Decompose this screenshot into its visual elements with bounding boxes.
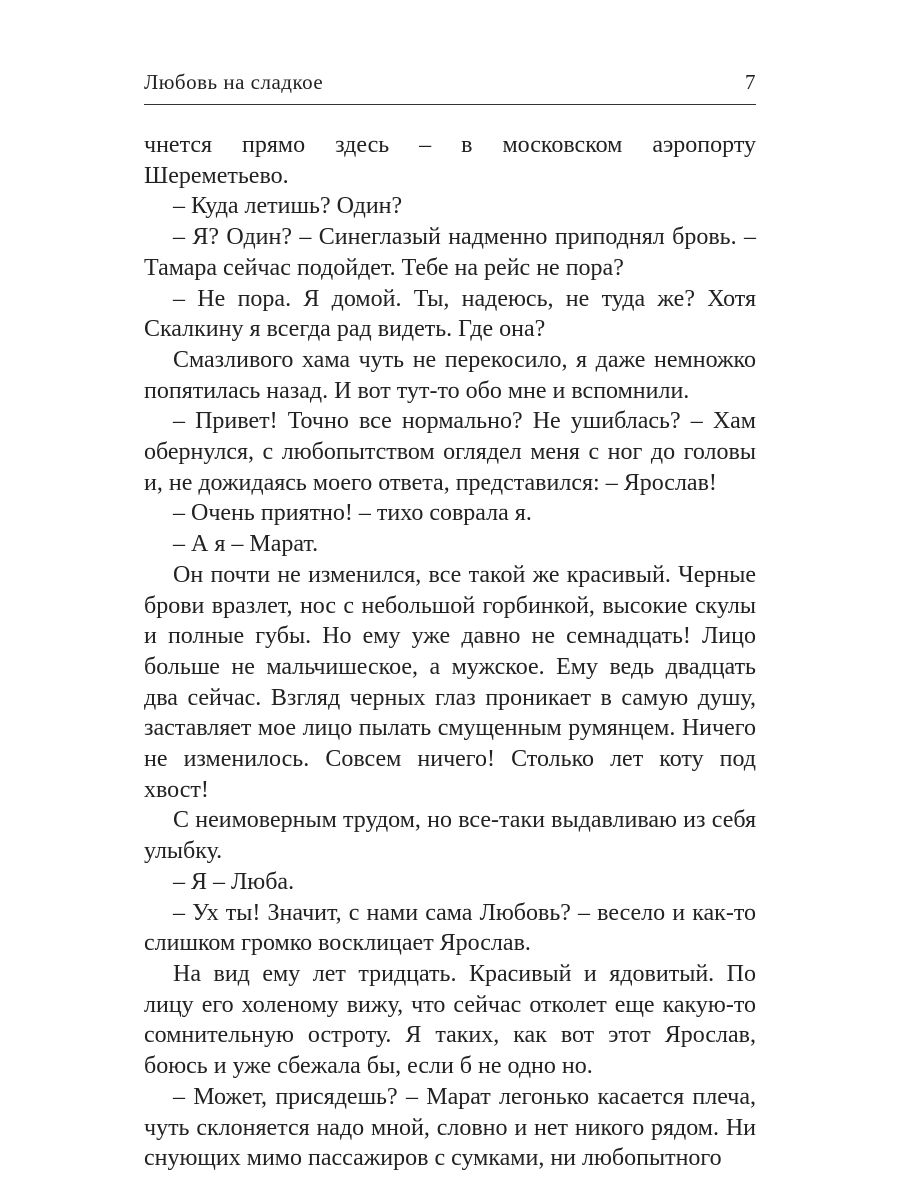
- paragraph: – Я – Люба.: [173, 868, 295, 895]
- paragraph: – Очень приятно! – тихо соврала я.: [173, 500, 532, 527]
- body-text: [144, 130, 756, 1174]
- paragraph: С неимоверным трудом, но все-таки выдавливаю из себя улыбку.: [144, 807, 756, 865]
- paragraph: – Куда летишь? Один?: [173, 193, 403, 220]
- running-head: [144, 66, 756, 100]
- paragraph: – Ух ты! Значит, с нами сама Любовь? – весело и как-то слишком громко восклицает Ярослав.: [144, 899, 756, 957]
- paragraph: чнется прямо здесь – в московском аэропорту Шереметьево.: [144, 132, 756, 189]
- paragraph: Смазливого хама чуть не перекосило, я даже немножко попятилась назад. И вот тут-то обо мне и вспомнили.: [144, 346, 756, 404]
- paragraph: Он почти не изменился, все такой же красивый. Черные брови вразлет, нос с небольшой горбинкой, высокие скулы и полные губы. Но ему уже давно не семнадцать! Лицо больше не мальчишеское, а мужское. Ему ведь двадцать два сейчас. Взгляд черных глаз проникает в самую душу, заставляет мое лицо пылать смущенным румянцем. Ничего не изменилось. Совсем ничего! Столько лет коту под хвост!: [144, 561, 756, 803]
- paragraph: – А я – Марат.: [173, 531, 319, 558]
- paragraph: – Привет! Точно все нормально? Не ушиблась? – Хам обернулся, с любопытством оглядел меня с ног до головы и, не дожидаясь моего ответа, представился: – Ярослав!: [144, 408, 756, 496]
- header-rule: [144, 104, 756, 105]
- paragraph: – Может, присядешь? – Марат легонько касается плеча, чуть склоняется надо мной, словно и нет никого рядом. Ни снующих мимо пассажиров с сумками, ни любопытного: [144, 1083, 756, 1172]
- paragraph: – Не пора. Я домой. Ты, надеюсь, не туда же? Хотя Скалкину я всегда рад видеть. Где она?: [144, 285, 756, 343]
- paragraph: На вид ему лет тридцать. Красивый и ядовитый. По лицу его холеному вижу, что сейчас отколет еще какую-то сомнительную остроту. Я таких, как вот этот Ярослав, боюсь и уже сбежала бы, если б не одно но.: [144, 960, 756, 1080]
- book-title: Любовь на сладкое: [144, 70, 324, 94]
- paragraph: – Я? Один? – Синеглазый надменно приподнял бровь. – Тамара сейчас подойдет. Тебе на рейс не пора?: [144, 224, 756, 281]
- page-number: 7: [745, 70, 756, 94]
